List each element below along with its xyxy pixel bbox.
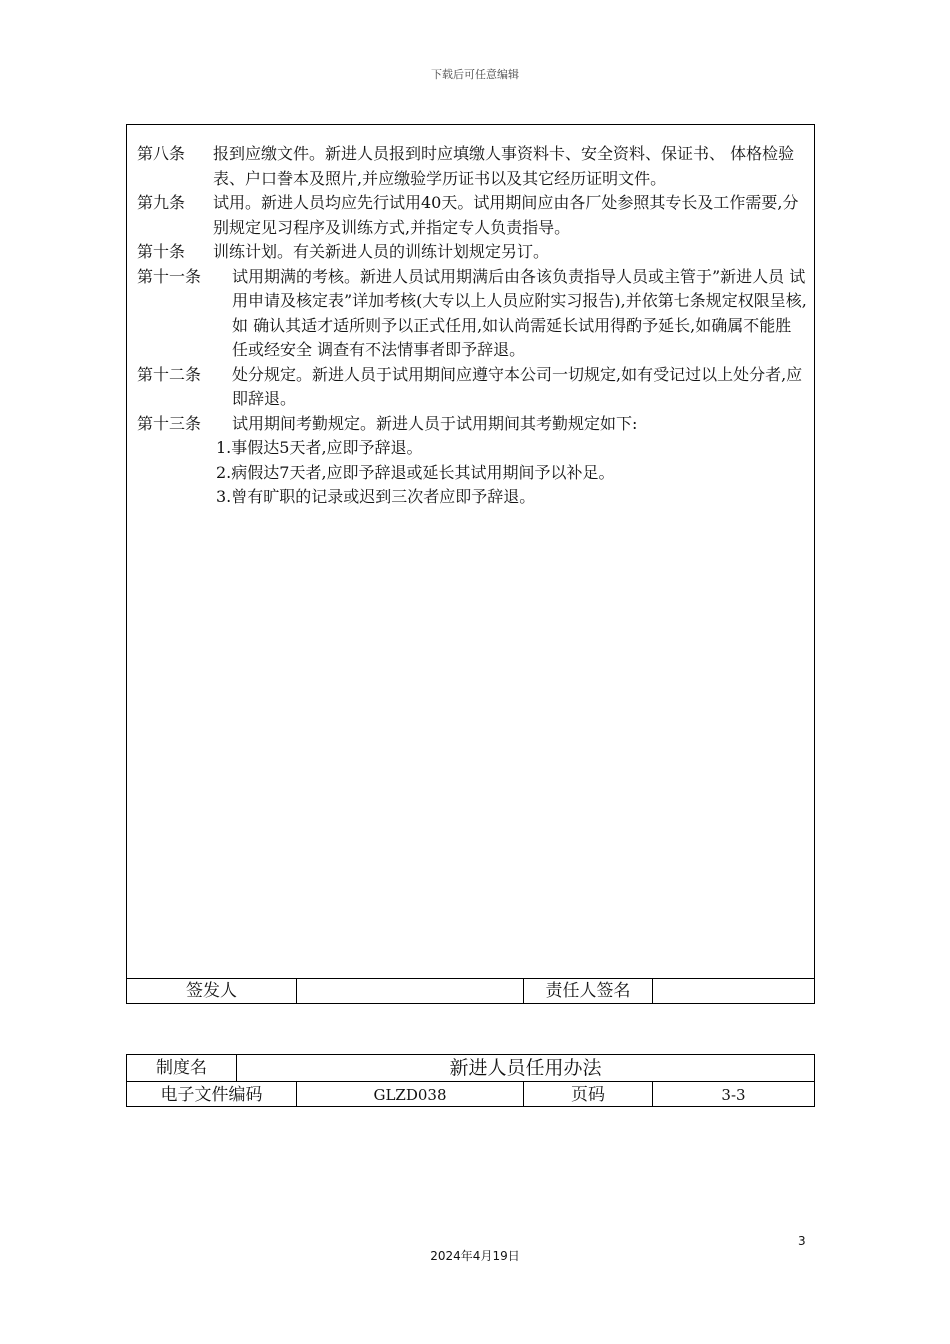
- list-item: 1.事假达5天者,应即予辞退。: [216, 438, 423, 457]
- document-meta-table: [126, 1054, 815, 1107]
- footer-date: 2024年4月19日: [430, 1249, 520, 1263]
- article-text: 试用。新进人员均应先行试用40天。试用期间应由各厂处参照其专长及工作需要,分别规定见习程序及训练方式,并指定专人负责指导。: [213, 193, 799, 237]
- page-value: 3-3: [721, 1086, 746, 1104]
- articles-section: [137, 142, 807, 510]
- file-code-value: GLZD038: [373, 1086, 447, 1104]
- article-text: 试用期满的考核。新进人员试用期满后由各该负责指导人员或主管于”新进人员 试用申请及核定表”详加考核(大专以上人员应附实习报告),并依第七条规定权限呈核,如 确认其适才适所则予以正式任用,如认尚需延长试用得酌予延长,如确属不能胜任或经安全 调查有不法情事者即予辞退。: [232, 266, 807, 359]
- header-note: 下载后可任意编辑: [431, 68, 519, 81]
- article-text: 训练计划。有关新进人员的训练计划规定另订。: [213, 242, 550, 261]
- article-13: [137, 412, 807, 437]
- article-title: 第八条: [137, 144, 186, 163]
- system-name-value: 新进人员任用办法: [449, 1057, 602, 1079]
- article-title: 第十条: [137, 242, 186, 261]
- article-title: 第九条: [137, 193, 186, 212]
- article-text: 试用期间考勤规定。新进人员于试用期间其考勤规定如下:: [232, 413, 638, 433]
- regulation-content-box: [126, 124, 815, 1004]
- article-title: 第十三条: [137, 413, 202, 433]
- article-8: [137, 142, 807, 191]
- article-title: 第十二条: [137, 364, 202, 384]
- attendance-rules-list: [216, 436, 807, 510]
- signature-row: [127, 978, 814, 1003]
- page-number: 3: [798, 1234, 806, 1248]
- article-text: 处分规定。新进人员于试用期间应遵守本公司一切规定,如有受记过以上处分者,应即辞退。: [232, 364, 803, 408]
- file-code-label: 电子文件编码: [160, 1085, 263, 1105]
- article-10: [137, 240, 807, 265]
- article-title: 第十一条: [137, 266, 202, 286]
- page-label: 页码: [571, 1085, 605, 1105]
- responsible-signature-field[interactable]: [653, 979, 814, 1003]
- article-11: [137, 265, 807, 363]
- article-text: 报到应缴文件。新进人员报到时应填缴人事资料卡、安全资料、保证书、 体格检验表、户口誊本及照片,并应缴验学历证书以及其它经历证明文件。: [213, 144, 795, 188]
- responsible-signature-label: 责任人签名: [545, 981, 631, 1001]
- article-9: [137, 191, 807, 240]
- list-item: 2.病假达7天者,应即予辞退或延长其试用期间予以补足。: [216, 462, 615, 482]
- list-item: 3.曾有旷职的记录或迟到三次者应即予辞退。: [216, 487, 536, 506]
- issuer-label: 签发人: [186, 981, 237, 1001]
- system-name-label: 制度名: [156, 1058, 207, 1078]
- issuer-signature-field[interactable]: [297, 979, 523, 1003]
- article-12: [137, 363, 807, 412]
